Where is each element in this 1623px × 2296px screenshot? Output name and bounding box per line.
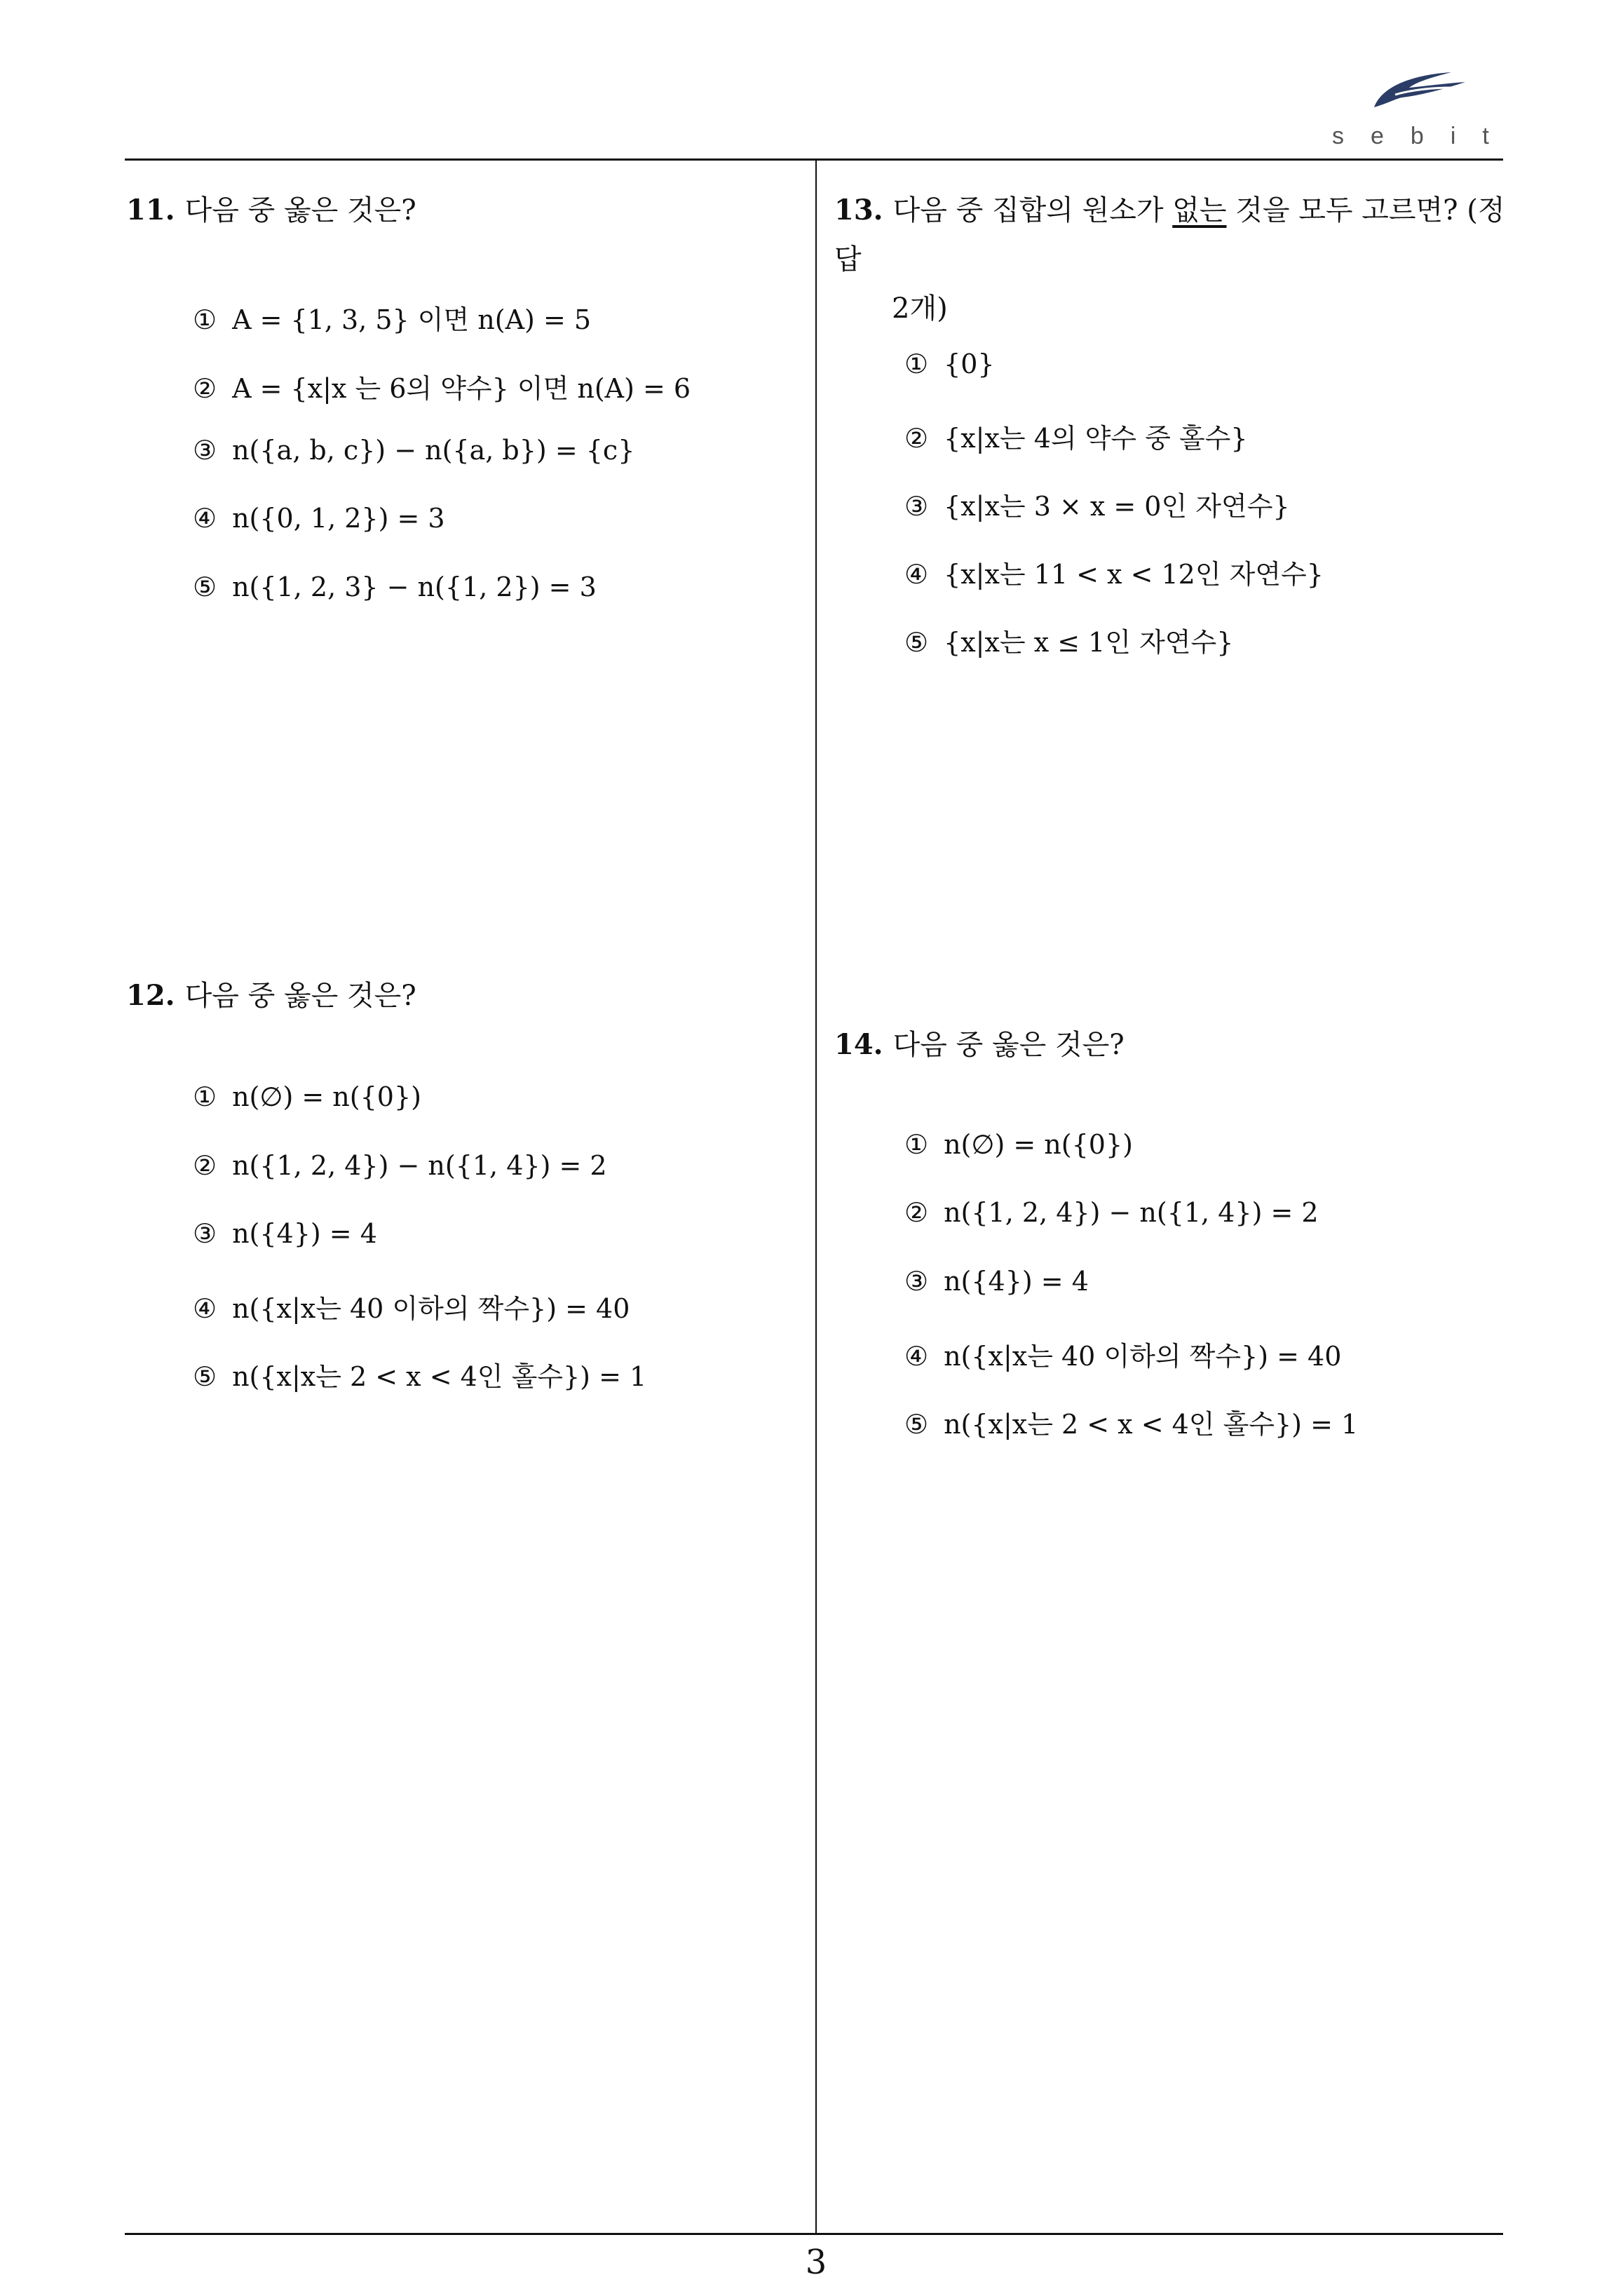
option-mark: ⑤ xyxy=(904,1409,929,1440)
option-text: n({4}) = 4 xyxy=(232,1218,377,1249)
option-text: n({x|x는 40 이하의 짝수}) = 40 xyxy=(232,1293,630,1324)
q14-option-4 xyxy=(904,1335,1341,1373)
q13-option-1 xyxy=(904,349,995,379)
question-text: 다음 중 옳은 것은? xyxy=(184,980,416,1012)
option-text: n({a, b, c}) − n({a, b}) = {c} xyxy=(232,435,635,466)
option-mark: ③ xyxy=(904,1266,929,1297)
question-text: 다음 중 옳은 것은? xyxy=(892,1029,1125,1061)
question-12 xyxy=(126,971,799,1020)
q11-option-1 xyxy=(193,298,591,337)
q13-option-4 xyxy=(904,553,1324,591)
question-11-heading xyxy=(126,186,799,235)
option-text: n({0, 1, 2}) = 3 xyxy=(232,503,445,534)
question-14-heading xyxy=(834,1020,1507,1069)
option-text: n({4}) = 4 xyxy=(944,1266,1089,1297)
q14-option-1 xyxy=(904,1129,1133,1160)
top-rule xyxy=(125,158,1503,161)
option-text: {x|x는 11 < x < 12인 자연수} xyxy=(944,559,1324,590)
option-mark: ② xyxy=(193,373,217,404)
q12-option-4 xyxy=(193,1287,630,1325)
option-mark: ④ xyxy=(193,503,217,534)
q11-option-3 xyxy=(193,435,634,466)
question-number: 14. xyxy=(834,1028,883,1061)
q14-option-2 xyxy=(904,1197,1319,1228)
q13-option-5 xyxy=(904,621,1233,659)
option-mark: ⑤ xyxy=(193,1361,217,1392)
option-text: n({1, 2, 3} − n({1, 2}) = 3 xyxy=(232,572,597,602)
option-text: n(∅) = n({0}) xyxy=(944,1129,1133,1160)
question-text-after: 것을 모두 고르면? (정답 xyxy=(834,194,1505,276)
q13-option-3 xyxy=(904,485,1290,523)
sebit-swoosh-logo-icon xyxy=(1367,67,1472,116)
q12-option-5 xyxy=(193,1355,646,1393)
option-text: A = {1, 3, 5} 이면 n(A) = 5 xyxy=(232,304,592,335)
option-text: {x|x는 4의 약수 중 홀수} xyxy=(944,423,1248,454)
option-mark: ③ xyxy=(904,491,929,522)
option-text: n(∅) = n({0}) xyxy=(232,1081,421,1112)
option-text: n({1, 2, 4}) − n({1, 4}) = 2 xyxy=(944,1197,1319,1228)
option-text: n({x|x는 2 < x < 4인 홀수}) = 1 xyxy=(944,1409,1359,1440)
question-number: 13. xyxy=(834,194,883,227)
logo-text: sebit xyxy=(1332,123,1516,149)
q14-option-3 xyxy=(904,1266,1089,1297)
q11-option-4 xyxy=(193,503,445,534)
question-text-underlined: 없는 xyxy=(1172,194,1227,227)
question-12-heading xyxy=(126,971,799,1020)
option-mark: ③ xyxy=(193,435,217,466)
sebit-logo xyxy=(1332,67,1514,154)
option-mark: ① xyxy=(904,349,929,379)
q11-option-2 xyxy=(193,367,691,405)
option-mark: ① xyxy=(193,1081,217,1112)
option-mark: ① xyxy=(193,304,217,335)
option-mark: ⑤ xyxy=(193,572,217,602)
option-mark: ② xyxy=(193,1150,217,1181)
option-text: A = {x|x 는 6의 약수} 이면 n(A) = 6 xyxy=(232,373,691,404)
q12-option-1 xyxy=(193,1081,421,1112)
option-text: {x|x는 x ≤ 1인 자연수} xyxy=(944,627,1234,658)
page-number: 3 xyxy=(805,2243,827,2282)
option-mark: ① xyxy=(904,1129,929,1160)
option-mark: ② xyxy=(904,1197,929,1228)
bottom-rule xyxy=(125,2233,1503,2235)
q13-option-2 xyxy=(904,417,1248,455)
q14-option-5 xyxy=(904,1403,1358,1441)
q11-option-5 xyxy=(193,572,597,602)
question-text: 다음 중 옳은 것은? xyxy=(184,194,416,227)
option-mark: ④ xyxy=(193,1293,217,1324)
option-mark: ③ xyxy=(193,1218,217,1249)
option-mark: ④ xyxy=(904,1341,929,1372)
option-text: n({x|x는 2 < x < 4인 홀수}) = 1 xyxy=(232,1361,647,1392)
q12-option-3 xyxy=(193,1218,377,1249)
q12-option-2 xyxy=(193,1150,607,1181)
option-mark: ④ xyxy=(904,559,929,590)
question-13 xyxy=(834,186,1507,333)
option-mark: ⑤ xyxy=(904,627,929,658)
option-text: {0} xyxy=(944,349,995,379)
question-11 xyxy=(126,186,799,235)
column-divider xyxy=(815,160,817,2234)
question-13-heading xyxy=(834,186,1507,333)
option-text: n({x|x는 40 이하의 짝수}) = 40 xyxy=(944,1341,1342,1372)
option-text: n({1, 2, 4}) − n({1, 4}) = 2 xyxy=(232,1150,607,1181)
option-mark: ② xyxy=(904,423,929,454)
question-number: 11. xyxy=(126,194,175,227)
question-number: 12. xyxy=(126,979,175,1012)
option-text: {x|x는 3 × x = 0인 자연수} xyxy=(944,491,1290,522)
question-text-continuation: 2개) xyxy=(892,292,948,325)
question-14 xyxy=(834,1020,1507,1069)
question-text-before: 다음 중 집합의 원소가 xyxy=(892,194,1173,227)
